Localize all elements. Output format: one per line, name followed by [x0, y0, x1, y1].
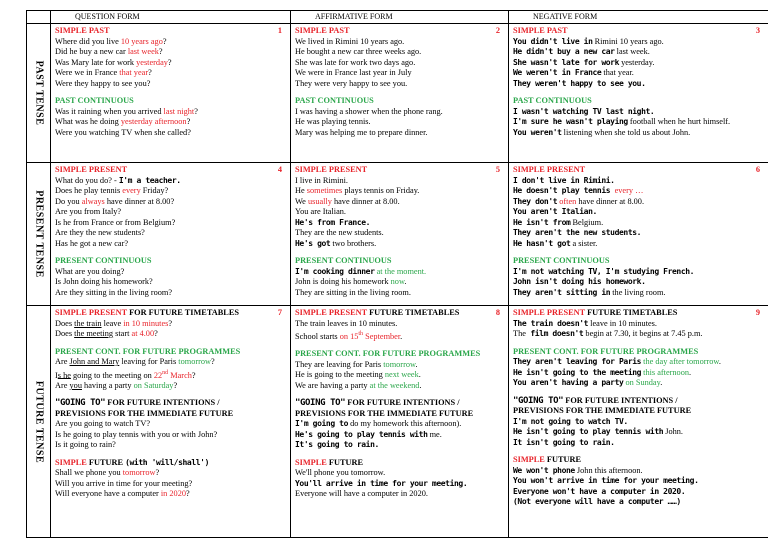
text-segment: I'm not watching TV, I'm studying French.: [513, 266, 695, 276]
text-segment: s he: [57, 370, 71, 380]
text-segment: You are Italian.: [295, 207, 347, 216]
row-label-future: [27, 306, 51, 538]
text-segment: He's going to play tennis with: [295, 429, 428, 439]
cell-number: 8: [495, 308, 500, 317]
text-segment: the train: [74, 318, 102, 328]
text-segment: PAST CONTINUOUS: [55, 96, 134, 105]
text-segment: You won't arrive in time for your meeting.: [513, 476, 699, 485]
text-segment: FUTURE TIMETABLES: [367, 308, 460, 317]
text-segment: The train leaves in 10 minutes.: [295, 318, 398, 328]
text-segment: I'm not going to watch TV.: [513, 416, 628, 426]
text-segment: this afternoon: [641, 367, 690, 377]
text-segment: FOR FUTURE INTENTIONS /: [345, 398, 460, 408]
text-segment: having a party: [81, 380, 134, 390]
text-segment: They don't: [513, 196, 558, 206]
text-segment: PRESENT CONT. FOR FUTURE PROGRAMMES: [55, 346, 241, 356]
text-segment: yesterday: [136, 57, 168, 67]
text-segment: you: [69, 380, 82, 390]
text-segment: He hasn't got: [513, 238, 571, 248]
text-segment: I was having a shower when the phone rang.: [295, 106, 443, 116]
text-segment: begin at 7.30, it begins at 7.45 p.m.: [583, 329, 703, 338]
text-segment: He isn't from: [513, 217, 571, 227]
text-segment: .: [415, 359, 418, 369]
text-segment: The: [513, 329, 526, 338]
text-segment: in 2020: [160, 489, 186, 499]
text-segment: Rimini 10 years ago.: [592, 36, 664, 46]
cell-past-question: [51, 24, 291, 163]
text-segment: Shall we phone you: [55, 468, 123, 478]
text-segment: PREVISIONS FOR THE IMMEDIATE FUTURE: [513, 406, 692, 415]
text-segment: at the moment.: [374, 266, 427, 276]
text-segment: He isn't going to the meeting: [513, 367, 642, 377]
text-segment: Does he play tennis: [55, 186, 123, 195]
text-segment: SIMPLE: [55, 457, 87, 467]
text-segment: We: [295, 196, 308, 206]
text-segment: ?: [194, 106, 198, 116]
text-segment: ?: [186, 117, 191, 126]
text-segment: Does: [55, 318, 75, 328]
text-segment: at 4.00: [131, 329, 155, 338]
text-segment: I wasn't watching TV last night.: [513, 106, 655, 116]
text-segment: always: [81, 196, 105, 206]
text-segment: I'm going to: [295, 419, 348, 429]
text-segment: I'm cooking dinner: [295, 266, 375, 276]
text-segment: me.: [427, 429, 442, 439]
text-segment: start: [113, 329, 132, 338]
text-segment: John and Mary: [69, 357, 120, 366]
text-segment: You aren't Italian.: [513, 207, 597, 216]
text-segment: FOR FUTURE INTENTIONS /: [563, 395, 678, 405]
text-segment: He bought a new car three weeks ago.: [295, 47, 422, 56]
text-segment: "GOING TO": [295, 398, 346, 409]
text-segment: leaving for Paris: [119, 357, 179, 366]
text-segment: do my homework this afternoon).: [348, 419, 462, 429]
text-segment: PAST CONTINUOUS: [295, 96, 374, 105]
text-segment: Is John doing his homework?: [55, 277, 153, 286]
text-segment: have dinner at 8.00.: [576, 196, 645, 206]
text-segment: Everyone won't have a computer in 2020.: [513, 486, 686, 496]
text-segment: He's got: [295, 238, 331, 248]
text-segment: (Not everyone will have a computer ……): [513, 497, 681, 506]
text-segment: SIMPLE: [295, 457, 327, 467]
text-segment: yesterday afternoon: [120, 117, 187, 126]
text-segment: He: [295, 186, 307, 195]
text-segment: PRESENT TENSE: [33, 190, 44, 278]
text-segment: "GOING TO": [55, 398, 106, 409]
text-segment: Are they the new students?: [55, 228, 145, 237]
text-segment: next week: [384, 370, 419, 380]
text-segment: PAST TENSE: [33, 60, 44, 126]
text-segment: Mary was helping me to prepare dinner.: [295, 127, 428, 137]
text-segment: PAST CONTINUOUS: [513, 96, 592, 105]
text-segment: Are: [55, 357, 70, 366]
text-segment: We won't phone: [513, 465, 575, 475]
text-segment: Were we in France: [55, 68, 120, 77]
text-segment: football when he hurt himself.: [627, 117, 731, 126]
text-segment: tomorrow: [383, 359, 416, 369]
text-segment: two brothers.: [330, 238, 377, 248]
text-segment: PREVISIONS FOR THE IMMEDIATE FUTURE: [295, 408, 474, 418]
text-segment: .: [419, 380, 422, 390]
text-segment: PRESENT CONTINUOUS: [295, 256, 392, 265]
text-segment: ?: [154, 329, 158, 338]
text-segment: ?: [158, 47, 163, 56]
text-segment: SIMPLE PRESENT: [295, 165, 368, 174]
text-segment: SIMPLE: [513, 455, 545, 464]
cell-number: 9: [755, 308, 760, 317]
text-segment: FUTURE TIMETABLES: [585, 308, 678, 317]
text-segment: sometimes: [306, 186, 343, 195]
text-segment: What was he doing: [55, 117, 121, 126]
text-segment: He isn't going to play tennis with: [513, 427, 664, 436]
text-segment: Did he buy a new car: [55, 47, 128, 56]
corner-cell: [27, 11, 51, 24]
text-segment: They are sitting in the living room.: [295, 287, 411, 297]
text-segment: PRESENT CONTINUOUS: [513, 256, 610, 265]
text-segment: every: [122, 186, 141, 195]
text-segment: John this afternoon.: [574, 465, 643, 475]
text-segment: Are you going to watch TV?: [55, 419, 151, 429]
cell-number: 1: [277, 26, 282, 35]
cell-present-question: [51, 163, 291, 306]
text-segment: We were in France last year in July: [295, 68, 412, 77]
text-segment: You weren't: [513, 127, 562, 137]
text-segment: ?: [148, 68, 152, 77]
text-segment: PRESENT CONT. FOR FUTURE PROGRAMMES: [513, 346, 699, 356]
text-segment: They are the new students.: [295, 228, 384, 237]
text-segment: PRESENT CONT. FOR FUTURE PROGRAMMES: [295, 349, 481, 359]
text-segment: SIMPLE PRESENT: [295, 308, 368, 317]
text-segment: FUTURE: [544, 455, 581, 464]
text-segment: Are you from Italy?: [55, 207, 122, 216]
cell-number: 6: [755, 165, 760, 174]
text-segment: ?: [186, 489, 190, 499]
text-segment: Are: [55, 380, 70, 390]
cell-number: 5: [495, 165, 500, 174]
text-segment: I: [55, 370, 58, 380]
text-segment: We are having a party: [295, 380, 370, 390]
text-segment: They weren't happy to see you.: [513, 78, 646, 88]
cell-number: 3: [755, 26, 760, 35]
text-segment: nd: [162, 369, 169, 376]
text-segment: SIMPLE PRESENT: [55, 165, 128, 174]
cell-future-affirmative: [291, 306, 509, 538]
cell-future-negative: [509, 306, 768, 538]
text-segment: last week.: [614, 47, 650, 56]
text-segment: .: [689, 367, 692, 377]
text-segment: tomorrow: [122, 468, 156, 478]
text-segment: What are you doing?: [55, 266, 125, 276]
text-segment: John isn't doing his homework.: [513, 277, 646, 286]
cell-number: 4: [277, 165, 282, 174]
row-label-past: [27, 24, 51, 163]
text-segment: They aren't sitting in: [513, 287, 611, 297]
cell-future-question: [51, 306, 291, 538]
text-segment: SIMPLE PAST: [513, 26, 568, 35]
text-segment: Friday?: [140, 186, 169, 195]
text-segment: You didn't live in: [513, 36, 593, 46]
text-segment: Were you watching TV when she called?: [55, 127, 191, 137]
text-segment: have dinner at 8.00?: [104, 196, 175, 206]
text-segment: Where did you live: [55, 36, 121, 46]
text-segment: doesn't: [548, 329, 584, 338]
text-segment: SIMPLE PRESENT: [513, 308, 586, 317]
text-segment: Is it going to rain?: [55, 440, 116, 450]
text-segment: School starts: [295, 331, 340, 341]
text-segment: It's going to rain.: [295, 440, 379, 450]
text-segment: They were very happy to see you.: [295, 78, 408, 88]
text-segment: tomorrow: [178, 357, 212, 366]
text-segment: usually: [307, 196, 332, 206]
text-segment: ?: [173, 380, 178, 390]
cell-past-negative: [509, 24, 768, 163]
text-segment: on 15: [339, 331, 359, 341]
text-segment: the meeting: [74, 329, 114, 338]
text-segment: The train doesn't: [513, 318, 589, 328]
text-segment: I'm a teacher.: [118, 175, 181, 185]
text-segment: Were they happy to see you?: [55, 78, 151, 88]
text-segment: last night: [163, 106, 195, 116]
text-segment: FOR FUTURE INTENTIONS /: [105, 398, 220, 408]
text-segment: John.: [663, 427, 683, 436]
cell-present-affirmative: [291, 163, 509, 306]
text-segment: .: [660, 378, 663, 387]
text-segment: going to the meeting on: [70, 370, 154, 380]
text-segment: It isn't going to rain.: [513, 437, 615, 447]
header-affirmative: AFFIRMATIVE FORM: [291, 11, 509, 24]
header-question: QUESTION FORM: [51, 11, 291, 24]
text-segment: "GOING TO": [513, 395, 564, 406]
text-segment: every …: [614, 186, 644, 195]
text-segment: PREVISIONS FOR THE IMMEDIATE FUTURE: [55, 408, 234, 418]
text-segment: th: [358, 331, 364, 337]
text-segment: Was Mary late for work: [55, 57, 137, 67]
text-segment: FUTURE: [86, 457, 126, 467]
text-segment: listening when she told us about John.: [561, 127, 691, 137]
text-segment: Are they sitting in the living room?: [55, 287, 173, 297]
header-negative: NEGATIVE FORM: [509, 11, 768, 24]
cell-past-affirmative: [291, 24, 509, 163]
text-segment: 10 years ago: [120, 36, 163, 46]
text-segment: Was it raining when you arrived: [55, 106, 164, 116]
text-segment: the living room.: [610, 287, 666, 297]
text-segment: What do you do? -: [55, 175, 119, 185]
text-segment: We weren't in France: [513, 68, 602, 77]
text-segment: She wasn't late for work: [513, 57, 619, 67]
text-segment: leave in 10 minutes.: [588, 318, 657, 328]
text-segment: He didn't buy a new car: [513, 47, 615, 56]
text-segment: that year: [119, 68, 149, 77]
text-segment: the day after tomorrow: [641, 357, 719, 366]
text-segment: Belgium.: [570, 217, 604, 227]
text-segment: film: [525, 329, 548, 338]
text-segment: (with 'will/shall'): [125, 457, 209, 467]
text-segment: September: [363, 331, 401, 341]
text-segment: .: [404, 277, 407, 286]
text-segment: last week: [127, 47, 159, 56]
text-segment: often: [557, 196, 577, 206]
text-segment: We lived in Rimini 10 years ago.: [295, 36, 405, 46]
text-segment: SIMPLE PAST: [55, 26, 110, 35]
text-segment: FUTURE: [326, 457, 363, 467]
text-segment: Do you: [55, 196, 82, 206]
text-segment: SIMPLE PRESENT: [55, 308, 128, 317]
text-segment: He is going to the meeting: [295, 370, 385, 380]
text-segment: ?: [155, 468, 160, 478]
text-segment: yesterday.: [619, 57, 655, 67]
text-segment: ?: [191, 370, 196, 380]
text-segment: Will everyone have a computer: [55, 489, 161, 499]
text-segment: She was late for work two days ago.: [295, 57, 416, 67]
text-segment: I live in Rimini.: [295, 175, 349, 185]
text-segment: Is he from France or from Belgium?: [55, 217, 176, 227]
text-segment: ?: [211, 357, 215, 366]
text-segment: Has he got a new car?: [55, 238, 129, 248]
text-segment: Will you arrive in time for your meeting?: [55, 478, 193, 488]
text-segment: 22: [153, 370, 163, 380]
text-segment: on Sunday: [623, 378, 661, 387]
text-segment: They aren't the new students.: [513, 228, 642, 237]
text-segment: You'll arrive in time for your meeting.: [295, 478, 468, 488]
text-segment: in 10 minutes: [123, 318, 169, 328]
text-segment: that year.: [601, 68, 634, 77]
text-segment: He was playing tennis.: [295, 117, 371, 126]
text-segment: SIMPLE PAST: [295, 26, 350, 35]
text-segment: ?: [168, 318, 173, 328]
text-segment: plays tennis on Friday.: [342, 186, 420, 195]
text-segment: .: [718, 357, 721, 366]
text-segment: March: [168, 370, 192, 380]
text-segment: SIMPLE PRESENT: [513, 165, 586, 174]
text-segment: We'll phone you tomorrow.: [295, 468, 386, 478]
text-segment: ?: [167, 57, 172, 67]
text-segment: He doesn't play tennis: [513, 186, 615, 195]
text-segment: Everyone will have a computer in 2020.: [295, 489, 428, 499]
text-segment: I don't live in Rimini.: [513, 175, 615, 185]
cell-present-negative: [509, 163, 768, 306]
text-segment: They are leaving for Paris: [295, 359, 384, 369]
text-segment: now: [390, 277, 405, 286]
text-segment: John is doing his homework: [295, 277, 391, 286]
text-segment: leave: [101, 318, 124, 328]
text-segment: Is he going to play tennis with you or with John?: [55, 429, 218, 439]
cell-number: 7: [277, 308, 282, 317]
text-segment: Does: [55, 329, 75, 338]
text-segment: a sister.: [570, 238, 598, 248]
tenses-table: [26, 10, 768, 538]
text-segment: on Saturday: [133, 380, 174, 390]
text-segment: FUTURE TENSE: [33, 380, 44, 463]
cell-number: 2: [495, 26, 500, 35]
text-segment: ?: [162, 36, 167, 46]
text-segment: PRESENT CONTINUOUS: [55, 256, 152, 265]
text-segment: have dinner at 8.00.: [331, 196, 400, 206]
text-segment: .: [418, 370, 421, 380]
text-segment: He's from France.: [295, 217, 371, 227]
row-label-present: [27, 163, 51, 306]
text-segment: FOR FUTURE TIMETABLES: [127, 308, 239, 317]
text-segment: I'm sure he wasn't playing: [513, 117, 628, 126]
text-segment: .: [400, 331, 403, 341]
text-segment: at the weekend: [369, 380, 420, 390]
text-segment: You aren't having a party: [513, 378, 624, 387]
text-segment: They aren't leaving for Paris: [513, 357, 642, 366]
